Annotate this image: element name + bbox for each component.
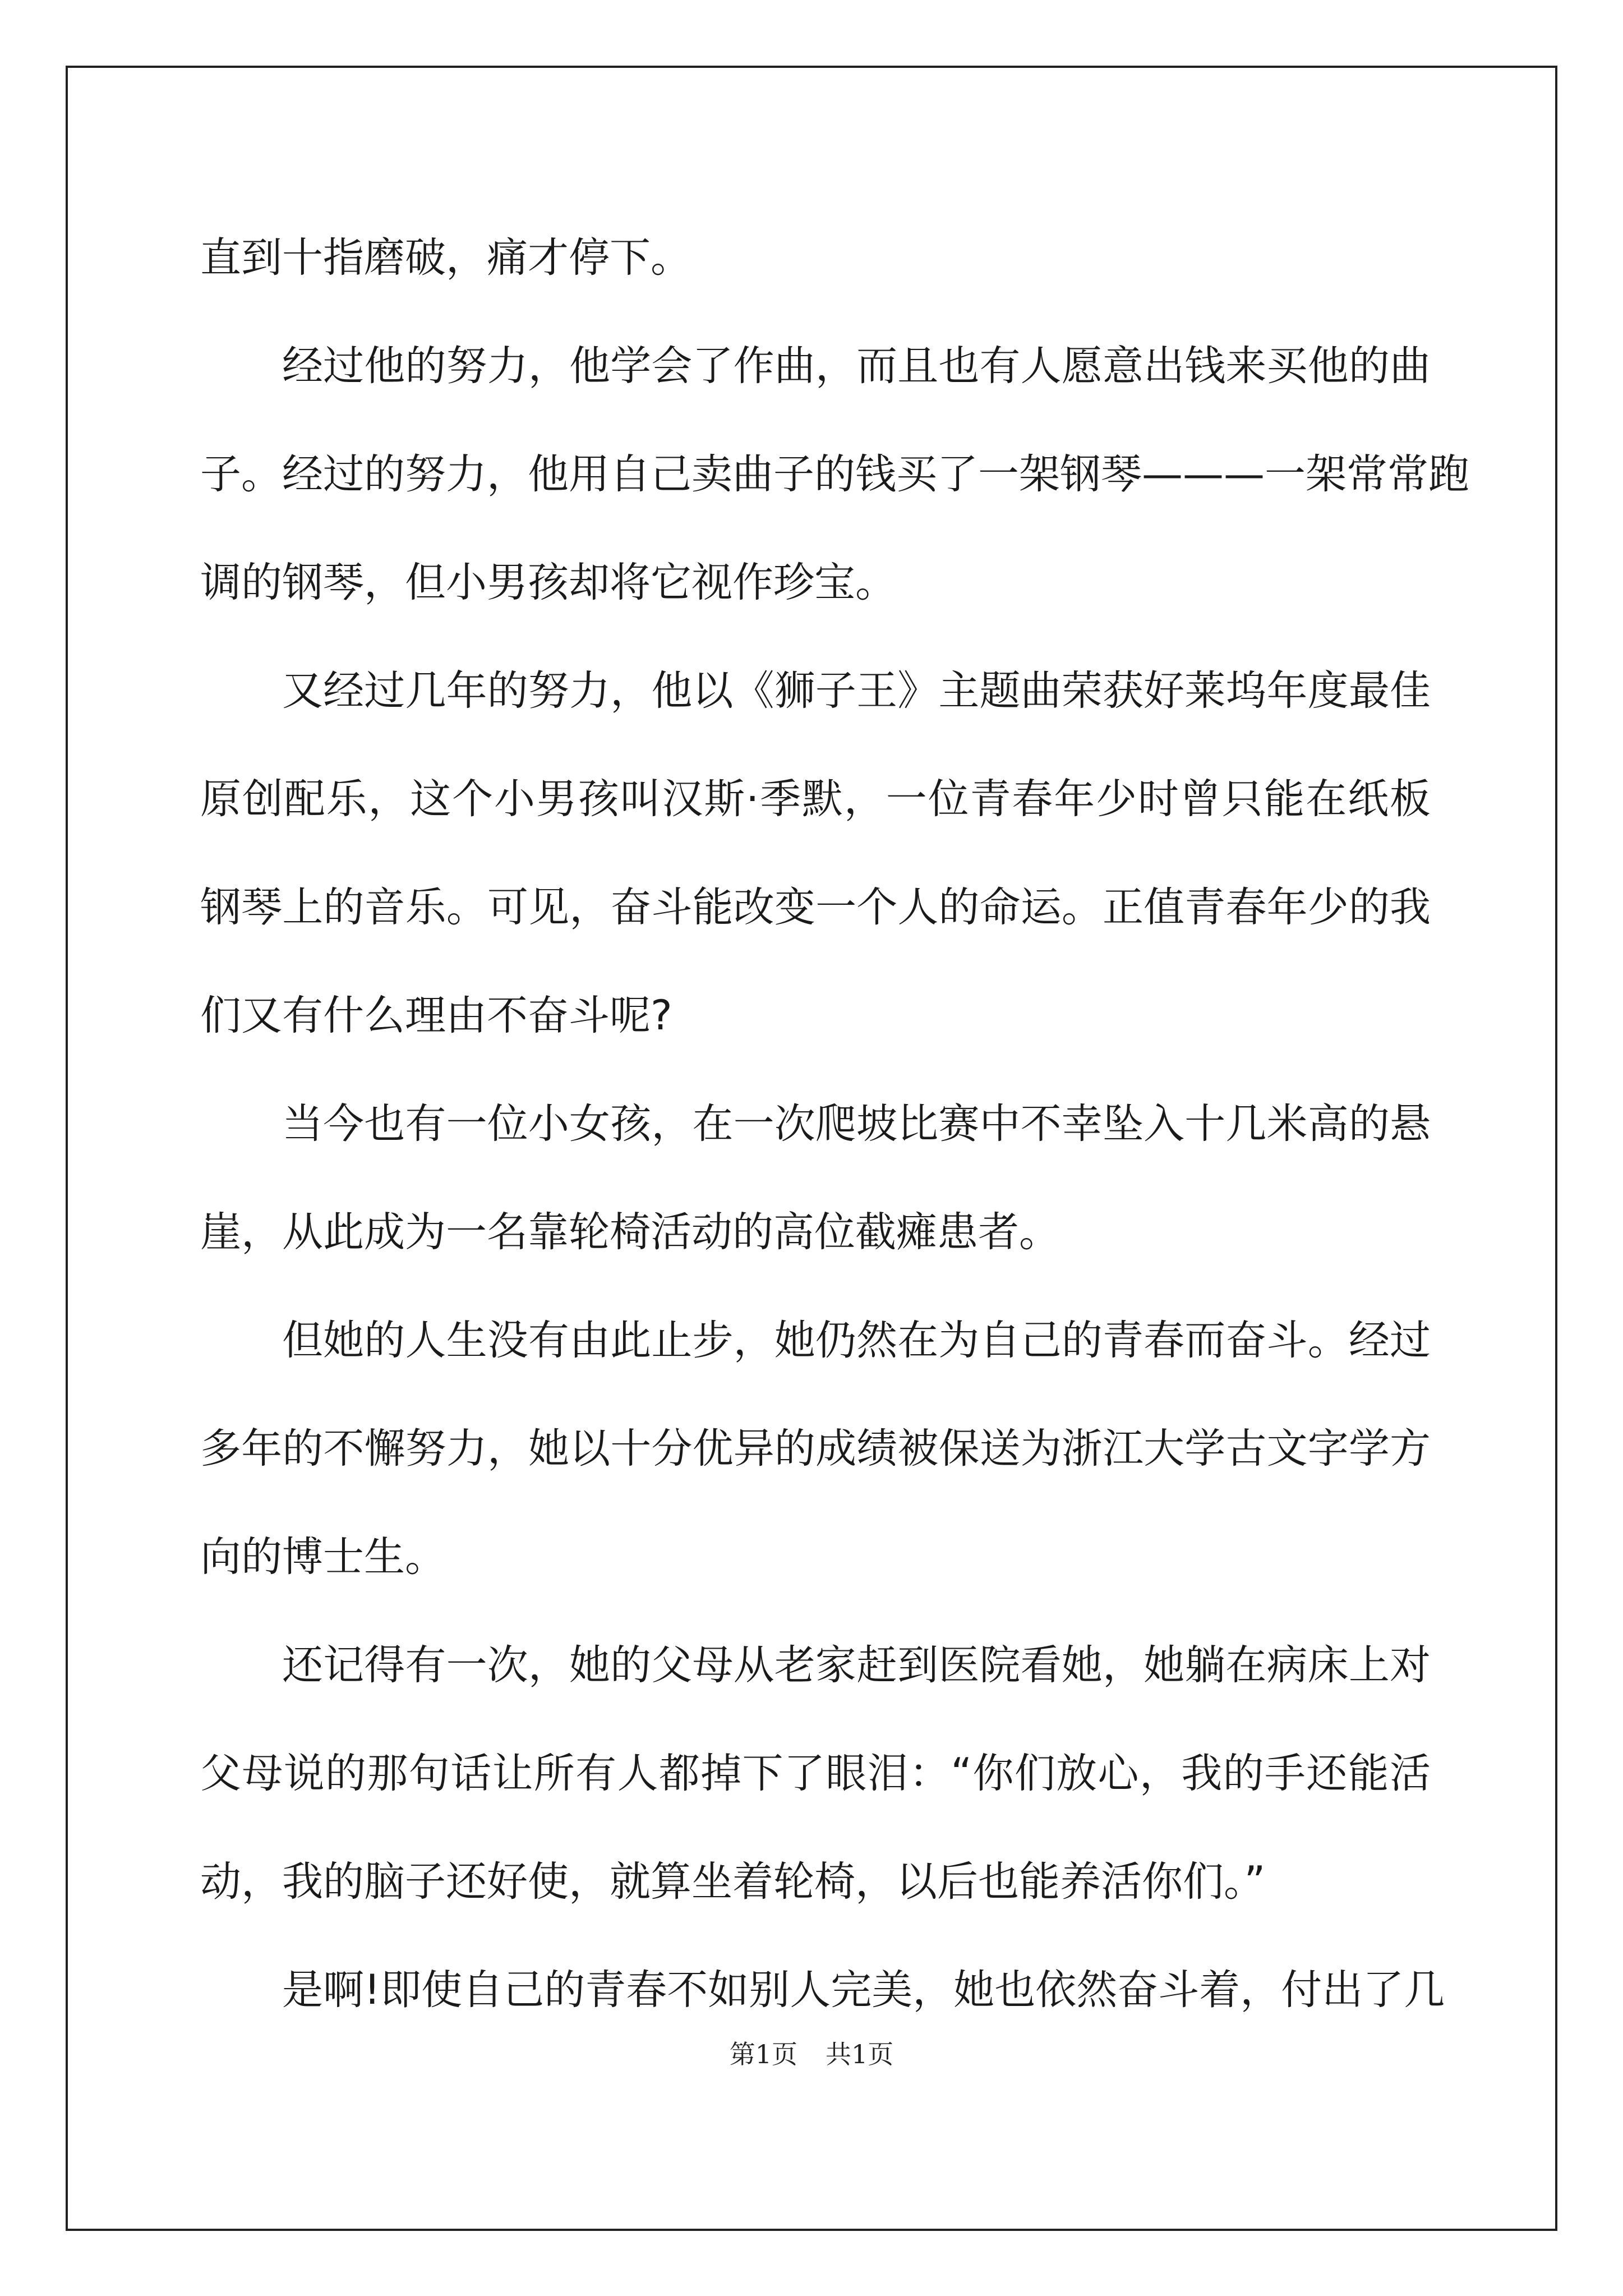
text-line: 向的博士生。 (200, 1533, 446, 1581)
text-line: 多年的不懈努力，她以十分优异的成绩被保送为浙江大学古文字学方 (200, 1425, 1431, 1473)
text-line: 动，我的脑子还好使，就算坐着轮椅，以后也能养活你们。” (200, 1858, 1266, 1906)
page-footer (0, 2037, 1623, 2071)
text-line: 原创配乐，这个小男孩叫汉斯·季默，一位青春年少时曾只能在纸板 (200, 775, 1431, 823)
text-line: 子。经过的努力，他用自己卖曲子的钱买了一架钢琴———一架常常跑 (200, 450, 1469, 498)
text-line: 钢琴上的音乐。可见，奋斗能改变一个人的命运。正值青春年少的我 (200, 884, 1431, 931)
page-number: 第1页 (729, 2039, 797, 2069)
paragraph-start: 经过他的努力，他学会了作曲，而且也有人愿意出钱来买他的曲 (282, 342, 1431, 390)
paragraph-start: 但她的人生没有由此止步，她仍然在为自己的青春而奋斗。经过 (282, 1317, 1431, 1364)
paragraph-start: 还记得有一次，她的父母从老家赶到医院看她，她躺在病床上对 (282, 1641, 1431, 1689)
paragraph-start: 是啊!即使自己的青春不如别人完美，她也依然奋斗着，付出了几 (282, 1966, 1445, 2014)
text-line: 崖，从此成为一名靠轮椅活动的高位截瘫患者。 (200, 1208, 1060, 1256)
text-line: 父母说的那句话让所有人都掉下了眼泪：“你们放心，我的手还能活 (200, 1750, 1431, 1797)
page-total: 共1页 (826, 2039, 894, 2069)
text-line: 们又有什么理由不奋斗呢? (200, 992, 672, 1039)
paragraph-start: 又经过几年的努力，他以《狮子王》主题曲荣获好莱坞年度最佳 (282, 667, 1431, 715)
text-line: 直到十指磨破，痛才停下。 (200, 234, 691, 282)
text-line: 调的钢琴，但小男孩却将它视作珍宝。 (200, 559, 896, 606)
paragraph-start: 当今也有一位小女孩，在一次爬坡比赛中不幸坠入十几米高的悬 (282, 1100, 1431, 1148)
